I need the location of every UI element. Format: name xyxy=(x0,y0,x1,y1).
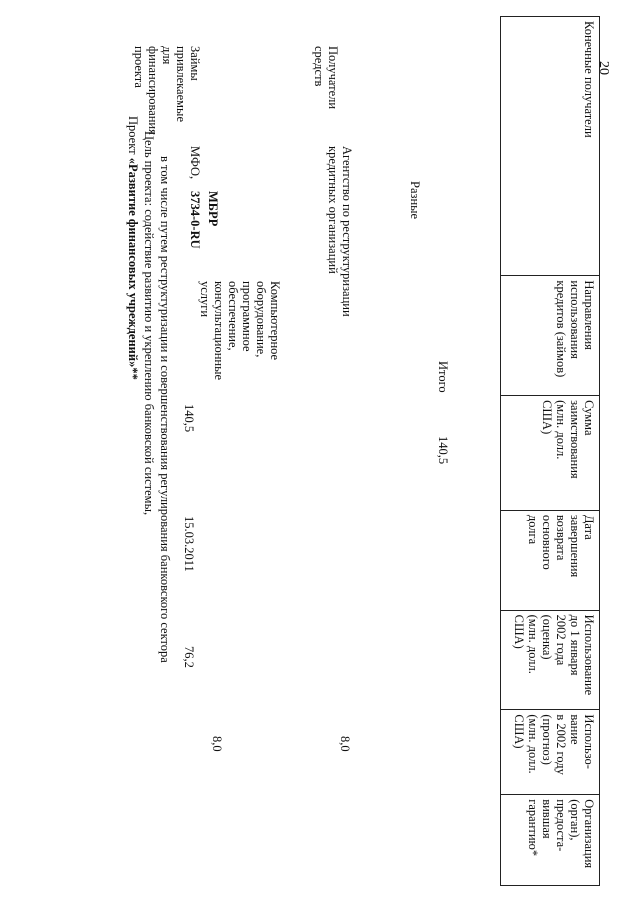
header-text: Использование до 1 января 2002 года (оценка) (млн. долл. США) xyxy=(512,614,596,696)
project-title-bold: «Развитие финансовых учреждений»** xyxy=(126,157,140,380)
total-label: Итого xyxy=(436,361,450,393)
header-cell-recipients xyxy=(501,17,599,276)
recipients-label: Получатели средств xyxy=(312,46,340,110)
header-text: Конечные получатели xyxy=(582,21,596,138)
header-text: Организация (орган), предоста- вившая гарантию* xyxy=(526,799,596,869)
loans-label: Займы привлекаемые для финансирования проекта xyxy=(132,46,202,135)
page-number: 20 xyxy=(596,61,611,75)
header-text: Сумма заимствования (млн. долл. США) xyxy=(540,400,596,479)
loans-code: 3734-0-RU xyxy=(188,191,202,249)
recipients-agency-2002: 8,0 xyxy=(338,736,352,752)
header-text: Дата завершения возврата основного долга xyxy=(526,514,596,578)
loans-source: МФО, xyxy=(188,146,202,180)
project-title xyxy=(126,116,140,380)
loans-purpose: Компьютерное оборудование, программное обеспечение, консультационные услуги xyxy=(198,281,282,381)
header-cell-amount xyxy=(501,396,599,511)
loans-used-before: 76,2 xyxy=(182,646,196,668)
header-cell-used-before xyxy=(501,611,599,711)
project-goal-line2: в том числе путем реструктуризации и совершенствования регулирования банковского сектора xyxy=(158,156,172,663)
header-text: Использо- вание в 2002 году (прогноз) (млн. долл. США) xyxy=(512,714,596,775)
header-cell-guarantor xyxy=(501,795,599,885)
loans-amount: 140,5 xyxy=(182,404,196,433)
table-header xyxy=(500,16,600,886)
rotated-content xyxy=(40,16,600,886)
loans-used-2002: 8,0 xyxy=(210,736,224,752)
loans-end-date: 15.03.2011 xyxy=(182,516,196,572)
project-goal-line1: Цель проекта: содействие развитию и укреплению банковской системы, xyxy=(142,131,156,516)
header-cell-end-date xyxy=(501,511,599,611)
total-amount: 140,5 xyxy=(436,436,450,465)
loans-lender: МБРР xyxy=(206,191,220,227)
recipients-agency: Агентство по реструктуризации кредитных организаций xyxy=(326,146,354,317)
project-title-prefix: Проект xyxy=(126,116,140,158)
header-cell-purpose xyxy=(501,276,599,396)
recipients-various: Разные xyxy=(408,181,422,220)
header-text: Направления использования кредитов (займов) xyxy=(554,280,596,378)
header-cell-used-2002 xyxy=(501,710,599,795)
